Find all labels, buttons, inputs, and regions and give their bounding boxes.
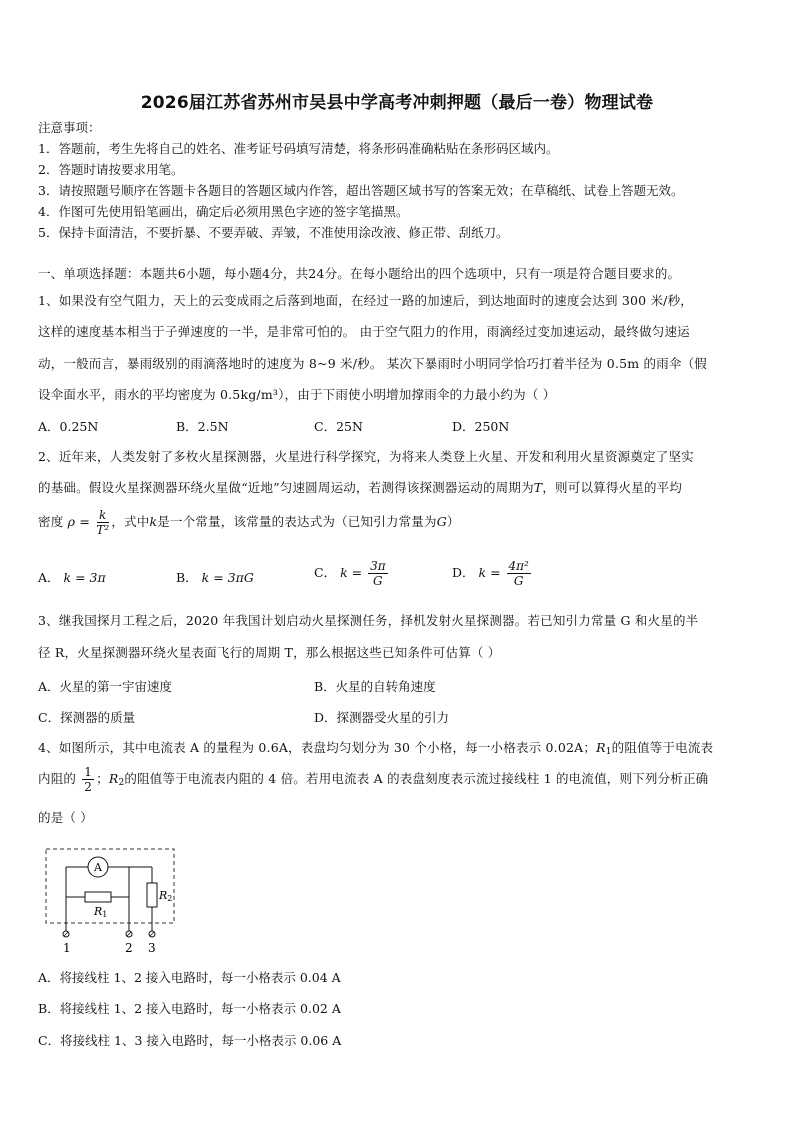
fraction-numerator: 3π [370, 559, 386, 573]
fraction-denominator: G [513, 574, 524, 588]
q4-option-b: B．将接线柱 1、2 接入电路时，每一小格表示 0.02 A [38, 1001, 341, 1016]
q2-line: 2、近年来，人类发射了多枚火星探测器，火星进行科学探究，为将来人类登上火星、开发和利用火星资源奠定了坚实 [38, 449, 694, 464]
notice-item: 4．作图可先使用铅笔画出，确定后必须用黑色字迹的签字笔描黑。 [38, 204, 409, 219]
q4-line [38, 740, 713, 760]
q3-option-b: B．火星的自转角速度 [314, 679, 436, 694]
q2-var-k: k [149, 514, 158, 529]
resistor-r2-label: R2 [159, 889, 173, 903]
option-label: D． [452, 565, 475, 580]
q3-option-d: D．探测器受火星的引力 [314, 710, 450, 725]
q4-r2: R [108, 771, 119, 786]
q2-text: 是一个常量，该常量的表达式为（已知引力常量为 [157, 514, 437, 529]
option-label: A． [38, 570, 60, 585]
q3-line: 3、继我国探月工程之后，2020 年我国计划启动火星探测任务，择机发射火星探测器。若已知引力常量 G 和火星的半 [38, 613, 699, 628]
q1-option-d: D．250N [452, 419, 510, 434]
q2-line [38, 480, 682, 496]
q1-line: 动，一般而言，暴雨级别的雨滴落地时的速度为 8~9 米/秒。 某次下暴雨时小明同学恰巧打着半径为 0.5m 的雨伞（假 [38, 356, 707, 371]
page-title: 2026届江苏省苏州市吴县中学高考冲刺押题（最后一卷）物理试卷 [140, 93, 654, 113]
option-fraction [368, 559, 388, 588]
notice-heading: 注意事项： [38, 120, 101, 135]
q3-line: 径 R，火星探测器环绕火星表面飞行的周期 T，那么根据这些已知条件可估算（ ） [38, 645, 501, 660]
q2-text: 的基础。假设火星探测器环绕火星做“近地”匀速圆周运动，若测得该探测器运动的周期为 [38, 480, 534, 495]
section-heading: 一、单项选择题：本题共6小题，每小题4分，共24分。在每小题给出的四个选项中，只有一项是符合题目要求的。 [38, 266, 681, 281]
q4-text: 的阻值等于电流表内阻的 4 倍。若用电流表 A 的表盘刻度表示流过接线柱 1 的电流值，则下列分析正确 [124, 771, 709, 786]
q2-text: ） [446, 514, 460, 529]
option-label: C． [314, 565, 337, 580]
q2-option-c [314, 556, 390, 590]
fraction-numerator: 1 [84, 765, 93, 779]
q4-fraction [82, 765, 94, 794]
q1-option-c: C．25N [314, 419, 363, 434]
resistor-r1-icon [85, 892, 111, 902]
q1-option-a: A．0.25N [38, 419, 99, 434]
ammeter-label: A [94, 861, 102, 874]
q2-option-b [176, 568, 254, 586]
fraction-denominator: T² [96, 523, 110, 537]
notice-item: 3．请按照题号顺序在答题卡各题目的答题区域内作答，超出答题区域书写的答案无效；在草稿纸、试卷上答题无效。 [38, 183, 684, 198]
option-formula: k = 3π [63, 570, 106, 585]
terminal-3-label: 3 [148, 941, 156, 955]
fraction-numerator: 4π² [508, 559, 529, 573]
q2-text: 密度 [38, 514, 64, 529]
q4-option-c: C．将接线柱 1、3 接入电路时，每一小格表示 0.06 A [38, 1033, 342, 1048]
q1-line: 这样的速度基本相当于子弹速度的一半，是非常可怕的。 由于空气阻力的作用，雨滴经过变加速运动，最终做匀速运 [38, 324, 690, 339]
q1-option-b: B．2.5N [176, 419, 229, 434]
option-label: B． [176, 570, 198, 585]
q1-line: 1、如果没有空气阻力，天上的云变成雨之后落到地面，在经过一路的加速后，到达地面时的速度会达到 300 米/秒， [38, 293, 693, 308]
q4-text: ； [96, 771, 109, 786]
q2-fraction [96, 508, 109, 537]
q2-var-g: G [436, 514, 447, 529]
terminal-1-label: 1 [63, 941, 71, 955]
q2-text: ，则可以算得火星的平均 [542, 480, 683, 495]
notice-item: 5．保持卡面清洁，不要折暴、不要弄破、弄皱，不准使用涂改液、修正带、刮纸刀。 [38, 225, 509, 240]
option-formula: k = 3πG [201, 570, 254, 585]
q2-line [38, 505, 460, 539]
q4-option-a: A．将接线柱 1、2 接入电路时，每一小格表示 0.04 A [38, 970, 341, 985]
q1-line: 设伞面水平，雨水的平均密度为 0.5kg/m³），由于下雨使小明增加撑雨伞的力最小约为（ ） [38, 387, 556, 402]
option-formula: k = [478, 565, 501, 580]
q4-line [38, 762, 708, 800]
notice-item: 2．答题时请按要求用笔。 [38, 162, 184, 177]
q2-var-t: T [533, 480, 543, 495]
q4-r2-sub: 2 [118, 778, 125, 788]
fraction-numerator: k [99, 508, 107, 522]
q4-r1-sub: 1 [605, 747, 612, 757]
q3-option-c: C．探测器的质量 [38, 710, 136, 725]
q4-text: 的阻值等于电流表 [611, 740, 714, 755]
q2-text: ，式中 [111, 514, 150, 529]
q2-option-a [38, 568, 106, 586]
option-formula: k = [340, 565, 363, 580]
resistor-r2-icon [147, 883, 157, 907]
q4-text: 内阻的 [38, 771, 77, 786]
fraction-denominator: G [373, 574, 383, 588]
q4-text: 4、如图所示，其中电流表 A 的量程为 0.6A，表盘均匀划分为 30 个小格，每一小格表示 0.02A； [38, 740, 597, 755]
fraction-denominator: 2 [84, 780, 93, 794]
terminal-2-label: 2 [125, 941, 133, 955]
q4-r1: R [596, 740, 606, 755]
circuit-diagram [40, 845, 180, 960]
resistor-r1-label: R1 [94, 905, 108, 919]
q4-line: 的是（ ） [38, 810, 93, 825]
option-fraction [507, 559, 531, 588]
q3-option-a: A．火星的第一宇宙速度 [38, 679, 173, 694]
q2-rho: ρ = [67, 514, 90, 529]
notice-item: 1．答题前，考生先将自己的姓名、准考证号码填写清楚，将条形码准确粘贴在条形码区域内。 [38, 141, 559, 156]
q2-option-d [452, 556, 533, 590]
